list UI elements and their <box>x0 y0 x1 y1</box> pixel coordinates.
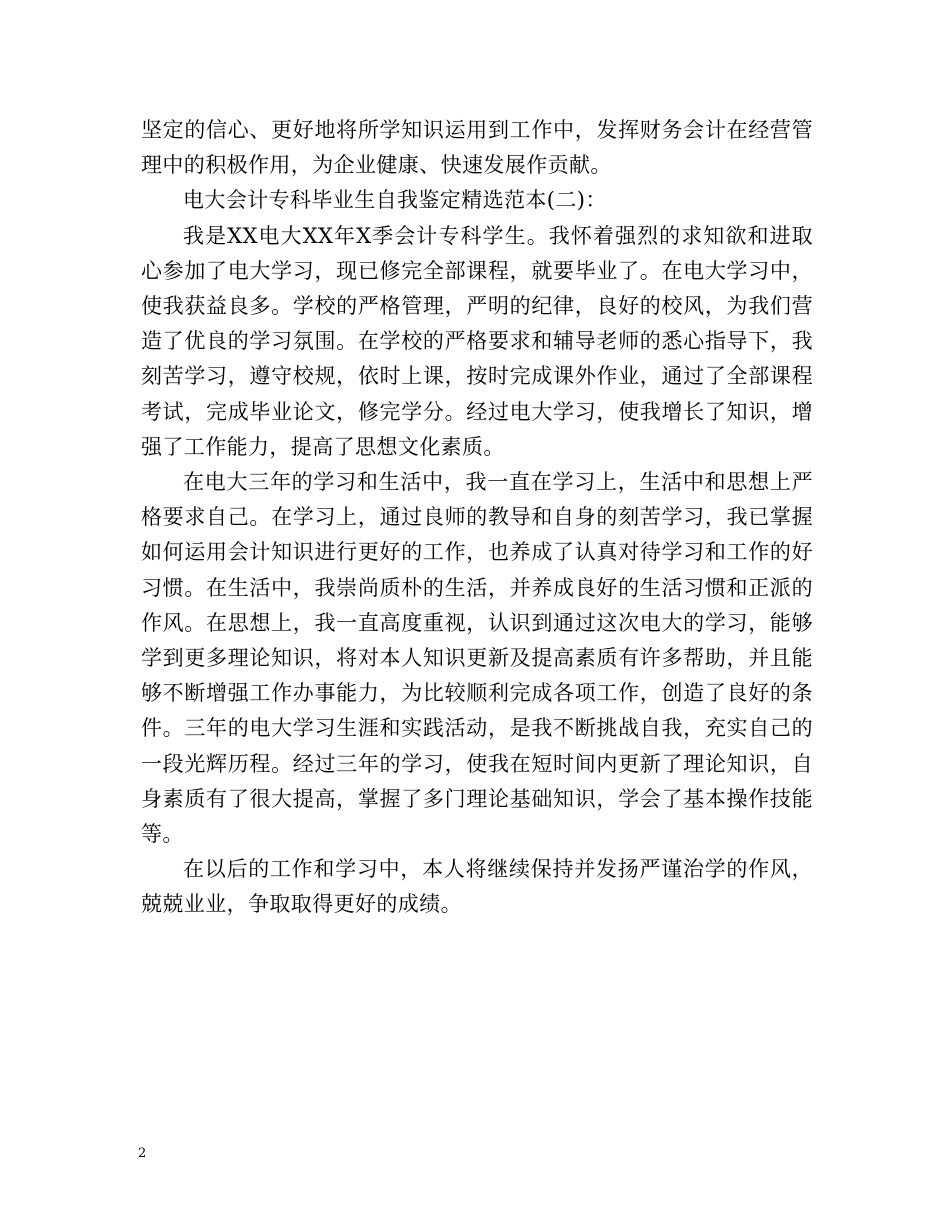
paragraph-continuation: 坚定的信心、更好地将所学知识运用到工作中，发挥财务会计在经营管理中的积极作用，为企业健康、快速发展作贡献。 <box>141 118 813 178</box>
page-number: 2 <box>138 1146 147 1161</box>
paragraph: 在电大三年的学习和生活中，我一直在学习上，生活中和思想上严格要求自己。在学习上，通过良师的教导和自身的刻苦学习，我已掌握如何运用会计知识进行更好的工作，也养成了认真对待学习和工作的好习惯。在生活中，我崇尚质朴的生活，并养成良好的生活习惯和正派的作风。在思想上，我一直高度重视，认识到通过这次电大的学习，能够学到更多理论知识，将对本人知识更新及提高素质有许多帮助，并且能够不断增强工作办事能力，为比较顺利完成各项工作，创造了良好的条件。三年的电大学习生涯和实践活动，是我不断挑战自我，充实自己的一段光辉历程。经过三年的学习，使我在短时间内更新了理论知识，自身素质有了很大提高，掌握了多门理论基础知识，学会了基本操作技能等。 <box>141 470 813 847</box>
document-body <box>141 113 813 923</box>
section-heading: 电大会计专科毕业生自我鉴定精选范本(二)： <box>183 188 607 213</box>
paragraph: 我是XX电大XX年X季会计专科学生。我怀着强烈的求知欲和进取心参加了电大学习，现已修完全部课程，就要毕业了。在电大学习中，使我获益良多。学校的严格管理，严明的纪律，良好的校风，为我们营造了优良的学习氛围。在学校的严格要求和辅导老师的悉心指导下，我刻苦学习，遵守校规，依时上课，按时完成课外作业，通过了全部课程考试，完成毕业论文，修完学分。经过电大学习，使我增长了知识，增强了工作能力，提高了思想文化素质。 <box>141 223 813 459</box>
paragraph: 在以后的工作和学习中，本人将继续保持并发扬严谨治学的作风，兢兢业业，争取取得更好的成绩。 <box>141 857 813 917</box>
